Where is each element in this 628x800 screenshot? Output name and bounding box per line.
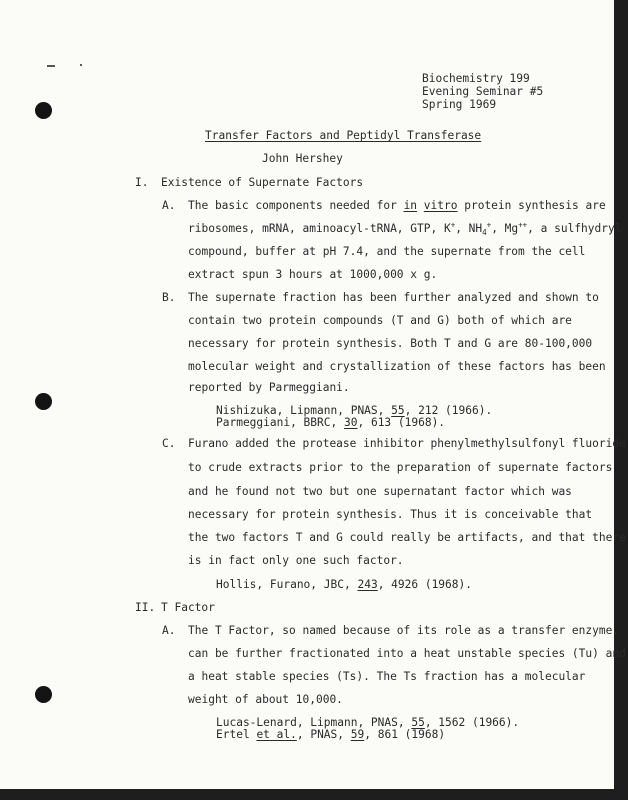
paragraph-line: reported by Parmeggiani. [188, 381, 350, 394]
punch-hole-middle [35, 393, 52, 410]
paragraph-line: to crude extracts prior to the preparation of supernate factors [188, 461, 613, 474]
paper-mark [80, 64, 82, 66]
scan-background-right [614, 0, 628, 800]
reference-line: Hollis, Furano, JBC, 243, 4926 (1968). [216, 578, 472, 591]
paragraph-line: contain two protein compounds (T and G) both of which are [188, 314, 572, 327]
paragraph-line: the two factors T and G could really be artifacts, and that there [188, 531, 626, 544]
paragraph-line: a heat stable species (Ts). The Ts fraction has a molecular [188, 670, 586, 683]
paragraph-line: is in fact only one such factor. [188, 554, 404, 567]
reference-line: Nishizuka, Lipmann, PNAS, 55, 212 (1966). [216, 404, 493, 417]
section-heading: Existence of Supernate Factors [161, 176, 364, 189]
author-name: John Hershey [262, 152, 343, 165]
paragraph-line: necessary for protein synthesis. Both T and G are 80-100,000 [188, 337, 593, 350]
paragraph-line: Furano added the protease inhibitor phenylmethylsulfonyl fluoride [188, 437, 626, 450]
paragraph-line: and he found not two but one supernatant factor which was [188, 485, 572, 498]
section-heading: T Factor [161, 601, 215, 614]
reference-line: Ertel et al., PNAS, 59, 861 (1968) [216, 728, 446, 741]
paragraph-line: The supernate fraction has been further analyzed and shown to [188, 291, 599, 304]
paragraph-line: weight of about 10,000. [188, 693, 343, 706]
item-label: C. [162, 437, 176, 450]
paragraph-line: compound, buffer at pH 7.4, and the supernate from the cell [188, 245, 586, 258]
term: Spring 1969 [422, 98, 497, 111]
seminar-number: Evening Seminar #5 [422, 85, 544, 98]
reference-line: Parmeggiani, BBRC, 30, 613 (1968). [216, 416, 446, 429]
scan-background-bottom [0, 789, 628, 800]
section-numeral: II. [135, 601, 156, 614]
page-title: Transfer Factors and Peptidyl Transferase [205, 129, 482, 142]
paper-mark [47, 65, 55, 67]
course-name: Biochemistry 199 [422, 72, 530, 85]
punch-hole-top [35, 102, 52, 119]
item-label: B. [162, 291, 176, 304]
paragraph-line: can be further fractionated into a heat unstable species (Tu) and [188, 647, 626, 660]
paragraph-line: extract spun 3 hours at 1000,000 x g. [188, 268, 438, 281]
section-numeral: I. [135, 176, 149, 189]
punch-hole-bottom [35, 686, 52, 703]
paragraph-line: necessary for protein synthesis. Thus it is conceivable that [188, 508, 593, 521]
reference-line: Lucas-Lenard, Lipmann, PNAS, 55, 1562 (1966). [216, 716, 520, 729]
item-label: A. [162, 199, 176, 212]
paragraph-line: The T Factor, so named because of its role as a transfer enzyme, [188, 624, 620, 637]
paragraph-line: The basic components needed for in vitro protein synthesis are [188, 199, 606, 212]
paragraph-line: ribosomes, mRNA, aminoacyl-tRNA, GTP, K+, $NH_4^+$, Mg++, a sulfhydryl [188, 220, 622, 238]
paragraph-line: molecular weight and crystallization of these factors has been [188, 360, 606, 373]
item-label: A. [162, 624, 176, 637]
